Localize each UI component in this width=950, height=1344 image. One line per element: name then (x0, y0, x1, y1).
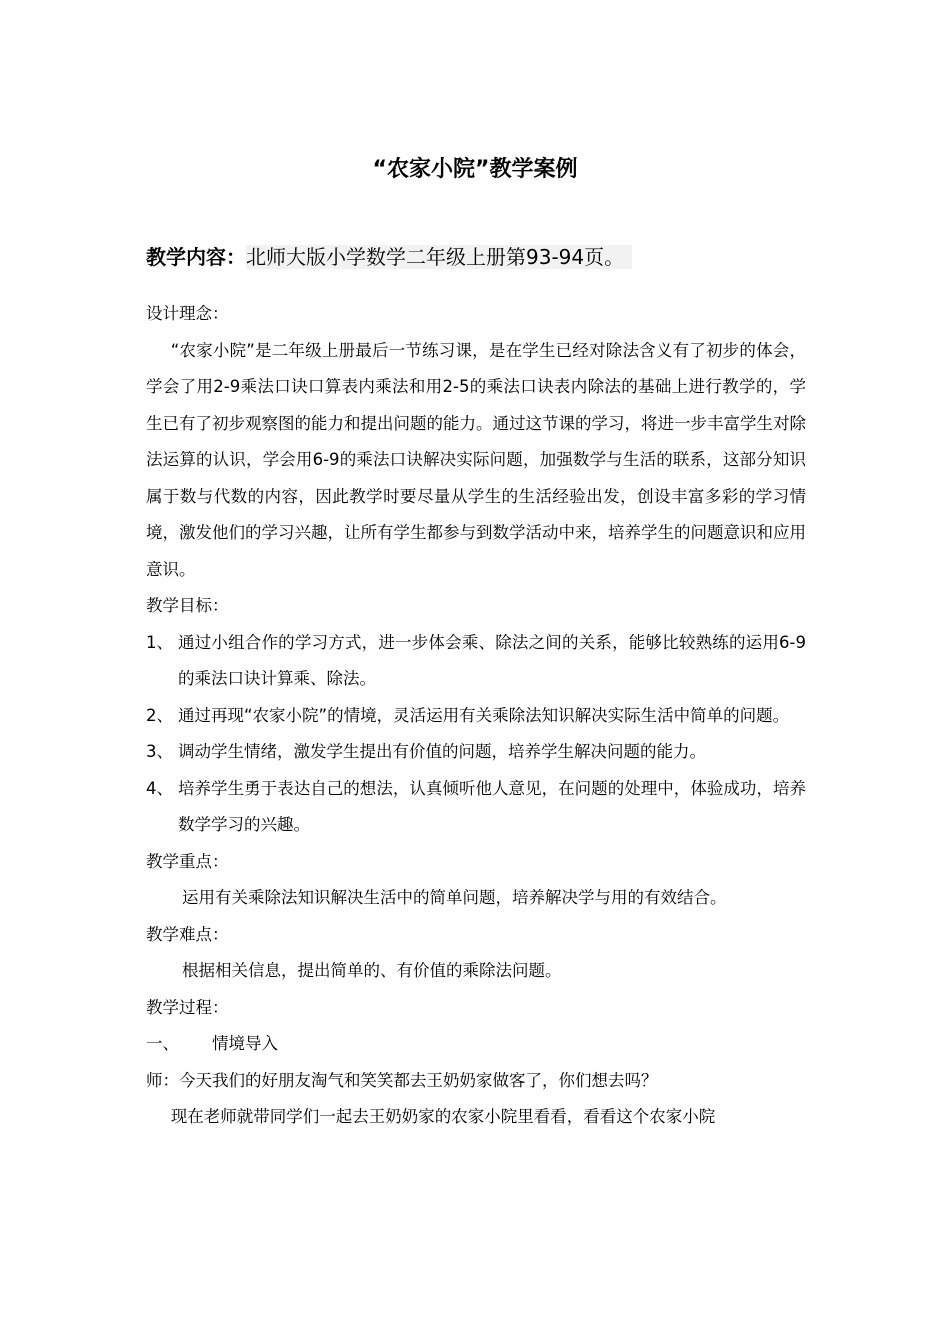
goal-text: 通过再现“农家小院”的情境，灵活运用有关乘除法知识解决实际生活中简单的问题。 (178, 705, 790, 725)
goal-number: 1、 (146, 632, 173, 652)
goal-text: 培养学生勇于表达自己的想法，认真倾听他人意见，在问题的处理中，体验成功，培养数学学习的兴趣。 (178, 778, 806, 834)
process-heading: 教学过程： (146, 997, 229, 1017)
goal-item (146, 771, 806, 844)
section-one-title: 情境导入 (212, 1034, 278, 1053)
teacher-line: 师：今天我们的好朋友淘气和笑笑都去王奶奶家做客了，你们想去吗？ (146, 1070, 658, 1090)
goal-text: 通过小组合作的学习方式，进一步体会乘、除法之间的关系，能够比较熟练的运用6-9的乘法口诀计算乘、除法。 (178, 632, 806, 688)
difficulty-heading: 教学难点： (146, 924, 229, 944)
teaching-content-value: 北师大版小学数学二年级上册第93-94页。 (246, 245, 632, 269)
goals-heading: 教学目标： (146, 596, 229, 615)
goal-number: 2、 (146, 705, 173, 725)
goal-number: 3、 (146, 742, 173, 761)
key-points-heading: 教学重点： (146, 851, 229, 871)
teaching-content-label: 教学内容： (146, 245, 246, 269)
section-one-number: 一、 (146, 1034, 179, 1053)
document-title: “农家小院”教学案例 (372, 157, 578, 182)
difficulty-text: 根据相关信息，提出简单的、有价值的乘除法问题。 (182, 961, 562, 980)
document-body (146, 296, 806, 1136)
goal-text: 调动学生情绪，激发学生提出有价值的问题，培养学生解决问题的能力。 (178, 742, 706, 761)
key-points-text: 运用有关乘除法知识解决生活中的简单问题，培养解决学与用的有效结合。 (182, 888, 727, 907)
teaching-content-line (146, 240, 632, 274)
design-heading: 设计理念： (146, 304, 229, 323)
section-one-heading (146, 1026, 806, 1063)
goal-number: 4、 (146, 778, 173, 798)
goal-item (146, 625, 806, 698)
design-paragraph: “农家小院”是二年级上册最后一节练习课，是在学生已经对除法含义有了初步的体会，学会了用2-9乘法口诀口算表内乘法和用2-5的乘法口诀表内除法的基础上进行教学的，学生已有了初步观察图的能力和提出问题的能力。通过这节课的学习，将进一步丰富学生对除法运算的认识，学会用6-9的乘法口诀解决实际问题，加强数学与生活的联系，这部分知识属于数与代数的内容，因此教学时要尽量从学生的生活经验出发，创设丰富多彩的学习情境，激发他们的学习兴趣，让所有学生都参与到数学活动中来，培养学生的问题意识和应用意识。 (146, 340, 806, 579)
goal-item (146, 698, 806, 735)
goal-item (146, 734, 806, 771)
goals-list (146, 625, 806, 844)
continuation-line: 现在老师就带同学们一起去王奶奶家的农家小院里看看，看看这个农家小院 (170, 1107, 716, 1126)
